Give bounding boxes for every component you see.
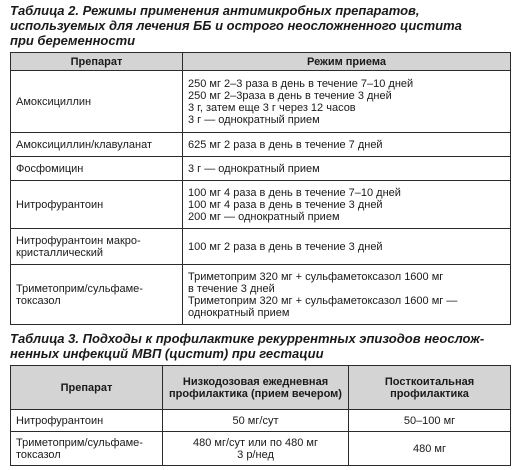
table-row <box>11 265 511 325</box>
table2-title-line: при беременности <box>10 33 136 48</box>
regimen-line: в течение 3 дней <box>188 282 275 295</box>
table3-drug-cell <box>11 410 163 432</box>
regimen-line: 250 мг 2–3раза в день в течение 3 дней <box>188 89 392 102</box>
header-line: Препарат <box>60 381 113 394</box>
regimen-line: 3 г, затем еще 3 г через 12 часов <box>188 101 356 114</box>
table2-title-line: Таблица 2. Режимы применения антимикробных препаратов, <box>10 3 420 18</box>
table-row <box>11 71 511 133</box>
regimen-line: 200 мг — однократный прием <box>188 210 340 223</box>
table3-postcoital-cell <box>349 410 511 432</box>
table3-title-line: ненных инфекций МВП (цистит) при гестации <box>10 346 324 361</box>
drug-name: токсазол <box>16 294 61 307</box>
regimen-line: 3 г — однократный прием <box>188 162 320 175</box>
regimen-line: однократный прием <box>188 306 290 319</box>
drug-name: Нитрофурантоин макро- <box>16 234 141 247</box>
table3-postcoital-cell <box>349 432 511 466</box>
regimen-line: Триметоприм 320 мг + сульфаметоксазол 1600 мг — <box>188 294 458 307</box>
regimen-line: 100 мг 4 раза в день в течение 3 дней <box>188 198 383 211</box>
drug-name: Нитрофурантоин <box>16 198 104 211</box>
table2-drug-cell <box>11 157 183 181</box>
table2-regimen-cell <box>183 133 511 157</box>
regimen-line: 250 мг 2–3 раза в день в течение 7–10 дней <box>188 77 414 90</box>
table2-drug-cell <box>11 265 183 325</box>
regimen-line: 100 мг 2 раза в день в течение 3 дней <box>188 240 383 253</box>
drug-name: Амоксициллин <box>16 95 92 108</box>
table2-regimen-cell <box>183 157 511 181</box>
drug-name: Нитрофурантоин <box>16 414 104 427</box>
drug-name: Триметоприм/сульфаме- <box>16 436 143 449</box>
table3-header-row <box>11 366 511 410</box>
table-row <box>11 229 511 265</box>
table2-header-regimen: Режим приема <box>183 53 511 71</box>
table3-title <box>10 331 510 361</box>
dose-line: 480 мг <box>413 442 446 455</box>
regimen-line: 3 г — однократный прием <box>188 113 320 126</box>
table3-header-drug <box>11 366 163 410</box>
table3-daily-cell <box>163 410 349 432</box>
regimen-line: 100 мг 4 раза в день в течение 7–10 дней <box>188 186 401 199</box>
table2-drug-cell <box>11 133 183 157</box>
table2 <box>10 52 511 325</box>
table3-drug-cell <box>11 432 163 466</box>
header-line: профилактика <box>390 387 469 400</box>
header-line: Посткоитальная <box>384 375 475 388</box>
table3 <box>10 365 511 466</box>
table-row <box>11 133 511 157</box>
table2-regimen-cell <box>183 229 511 265</box>
drug-name: Фосфомицин <box>16 162 84 175</box>
dose-line: 480 мг/сут или по 480 мг <box>192 436 318 449</box>
header-line: профилактика <box>169 387 248 400</box>
drug-name: кристаллический <box>16 246 104 259</box>
table2-drug-cell <box>11 71 183 133</box>
table2-header-row <box>11 53 511 71</box>
table-row <box>11 157 511 181</box>
table2-regimen-cell <box>183 71 511 133</box>
table-row <box>11 181 511 229</box>
table2-regimen-cell <box>183 181 511 229</box>
table-row <box>11 410 511 432</box>
table2-title-line: используемых для лечения ББ и острого неосложненного цистита <box>10 18 462 33</box>
drug-name: Триметоприм/сульфаме- <box>16 282 143 295</box>
regimen-line: 625 мг 2 раза в день в течение 7 дней <box>188 138 383 151</box>
table3-header-daily <box>163 366 349 410</box>
table-row <box>11 432 511 466</box>
regimen-line: Триметоприм 320 мг + сульфаметоксазол 1600 мг <box>188 270 444 283</box>
header-line: Низкодозовая ежедневная <box>182 375 329 388</box>
table2-title <box>10 3 510 48</box>
dose-line: 3 р/нед <box>237 448 274 461</box>
table2-header-drug: Препарат <box>11 53 183 71</box>
drug-name: токсазол <box>16 448 61 461</box>
table2-drug-cell <box>11 181 183 229</box>
dose-line: 50 мг/сут <box>232 414 279 427</box>
table3-title-line: Таблица 3. Подходы к профилактике рекуррентных эпизодов неослож- <box>10 331 485 346</box>
header-line: (прием вечером) <box>250 387 342 400</box>
drug-name: Амоксициллин/клавуланат <box>16 138 153 151</box>
table3-header-postcoital <box>349 366 511 410</box>
dose-line: 50–100 мг <box>403 414 456 427</box>
table2-drug-cell <box>11 229 183 265</box>
table2-regimen-cell <box>183 265 511 325</box>
table3-daily-cell <box>163 432 349 466</box>
